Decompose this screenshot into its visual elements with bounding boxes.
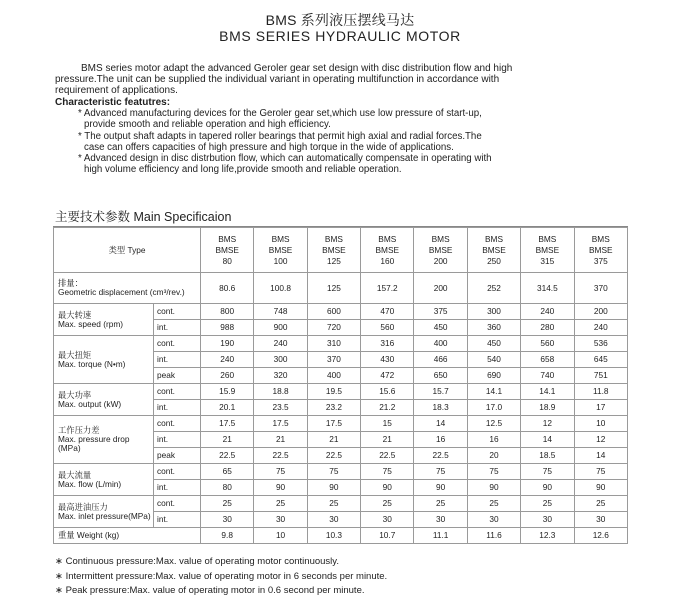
feature-text-continued: high volume efficiency and long life,provide smooth and reliable operation.: [84, 164, 402, 176]
table-cell: 22.5: [254, 448, 307, 464]
table-cell: 80: [201, 480, 254, 496]
table-cell: 90: [307, 480, 360, 496]
table-cell: 20.1: [201, 400, 254, 416]
feature-item: [78, 153, 548, 176]
features-heading: Characteristic featutres:: [55, 97, 171, 108]
table-cell: 740: [521, 368, 574, 384]
table-cell: 17.5: [254, 416, 307, 432]
table-cell: 645: [574, 352, 627, 368]
table-cell: 240: [254, 336, 307, 352]
row-sublabel: cont.: [154, 496, 201, 512]
table-cell: 14.1: [521, 384, 574, 400]
row-label: 最大功率 Max. output (kW): [54, 384, 154, 416]
notes-list: [55, 555, 387, 599]
table-cell: 19.5: [307, 384, 360, 400]
table-cell: 125: [307, 273, 360, 304]
table-cell: 240: [521, 304, 574, 320]
table-cell: 90: [467, 480, 520, 496]
table-cell: 75: [521, 464, 574, 480]
row-sublabel: int.: [154, 512, 201, 528]
table-cell: 400: [414, 336, 467, 352]
table-cell: 21: [254, 432, 307, 448]
table-cell: 30: [307, 512, 360, 528]
table-cell: 300: [467, 304, 520, 320]
table-cell: 30: [201, 512, 254, 528]
table-cell: 11.6: [467, 528, 520, 544]
table-row: [54, 464, 628, 480]
row-sublabel: peak: [154, 368, 201, 384]
table-row: [54, 336, 628, 352]
model-header: BMS BMSE 375: [574, 228, 627, 273]
table-cell: 190: [201, 336, 254, 352]
row-label: 最大转速 Max. speed (rpm): [54, 304, 154, 336]
table-row: [54, 416, 628, 432]
table-cell: 400: [307, 368, 360, 384]
intro-paragraph: BMS series motor adapt the advanced Geroler gear set design with disc distribution flow and high pressure.The unit can be supplied the individual variant in operating multifunction in accordance with requirement of applications.: [55, 63, 513, 96]
row-label: 最高进油压力 Max. inlet pressure(MPa): [54, 496, 154, 528]
table-cell: 472: [361, 368, 414, 384]
table-cell: 18.5: [521, 448, 574, 464]
table-cell: 22.5: [414, 448, 467, 464]
table-cell: 17.5: [307, 416, 360, 432]
row-label: 重量 Weight (kg): [54, 528, 201, 544]
note-item: ∗ Intermittent pressure:Max. value of operating motor in 6 seconds per minute.: [55, 570, 387, 585]
row-sublabel: int.: [154, 400, 201, 416]
feature-item: [78, 131, 548, 154]
table-cell: 800: [201, 304, 254, 320]
table-cell: 23.5: [254, 400, 307, 416]
table-cell: 30: [361, 512, 414, 528]
table-cell: 450: [467, 336, 520, 352]
table-cell: 748: [254, 304, 307, 320]
row-sublabel: cont.: [154, 384, 201, 400]
row-sublabel: cont.: [154, 336, 201, 352]
table-cell: 658: [521, 352, 574, 368]
table-cell: 536: [574, 336, 627, 352]
table-cell: 22.5: [201, 448, 254, 464]
table-cell: 90: [574, 480, 627, 496]
page-title-chinese: BMS 系列液压摆线马达: [265, 12, 415, 28]
row-label: 排量： Geometric displacement (cm³/rev.): [54, 273, 201, 304]
table-cell: 15.6: [361, 384, 414, 400]
row-sublabel: int.: [154, 352, 201, 368]
table-cell: 17.5: [201, 416, 254, 432]
table-cell: 90: [521, 480, 574, 496]
table-cell: 157.2: [361, 273, 414, 304]
model-header: BMS BMSE 315: [521, 228, 574, 273]
spec-table: [53, 227, 628, 544]
table-cell: 16: [414, 432, 467, 448]
table-cell: 25: [201, 496, 254, 512]
table-cell: 75: [307, 464, 360, 480]
table-cell: 690: [467, 368, 520, 384]
table-cell: 15.7: [414, 384, 467, 400]
table-cell: 14: [414, 416, 467, 432]
table-cell: 20: [467, 448, 520, 464]
table-cell: 75: [574, 464, 627, 480]
row-sublabel: cont.: [154, 464, 201, 480]
model-header: BMS BMSE 125: [307, 228, 360, 273]
row-sublabel: cont.: [154, 416, 201, 432]
table-header-row: [54, 228, 628, 273]
table-cell: 23.2: [307, 400, 360, 416]
table-row: [54, 304, 628, 320]
table-cell: 560: [521, 336, 574, 352]
table-cell: 18.8: [254, 384, 307, 400]
table-cell: 12.5: [467, 416, 520, 432]
table-cell: 30: [467, 512, 520, 528]
table-cell: 25: [361, 496, 414, 512]
table-cell: 25: [414, 496, 467, 512]
table-cell: 21: [361, 432, 414, 448]
table-cell: 900: [254, 320, 307, 336]
table-cell: 21: [307, 432, 360, 448]
note-item: ∗ Continuous pressure:Max. value of operating motor continuously.: [55, 555, 387, 570]
feature-text: * Advanced design in disc distrbution flow, which can automatically compensate in operating with: [78, 153, 492, 165]
table-cell: 988: [201, 320, 254, 336]
table-cell: 466: [414, 352, 467, 368]
row-sublabel: cont.: [154, 304, 201, 320]
model-header: BMS BMSE 200: [414, 228, 467, 273]
table-cell: 14: [521, 432, 574, 448]
table-cell: 14.1: [467, 384, 520, 400]
row-label: 最大流量 Max. flow (L/min): [54, 464, 154, 496]
row-label: 最大扭矩 Max. torque (N•m): [54, 336, 154, 384]
model-header: BMS BMSE 100: [254, 228, 307, 273]
table-cell: 280: [521, 320, 574, 336]
table-cell: 200: [414, 273, 467, 304]
table-cell: 25: [574, 496, 627, 512]
table-cell: 316: [361, 336, 414, 352]
row-sublabel: int.: [154, 320, 201, 336]
table-cell: 18.9: [521, 400, 574, 416]
feature-text: * Advanced manufacturing devices for the Geroler gear set,which use low pressure of start-up,: [78, 108, 482, 119]
spec-section-title: 主要技术参数 Main Specificaion: [55, 210, 232, 224]
table-cell: 90: [361, 480, 414, 496]
table-cell: 540: [467, 352, 520, 368]
table-cell: 314.5: [521, 273, 574, 304]
type-header: 类型 Type: [54, 228, 201, 273]
table-cell: 22.5: [361, 448, 414, 464]
table-cell: 17: [574, 400, 627, 416]
table-cell: 30: [414, 512, 467, 528]
table-cell: 720: [307, 320, 360, 336]
feature-item: [78, 108, 548, 131]
table-cell: 450: [414, 320, 467, 336]
table-cell: 560: [361, 320, 414, 336]
table-cell: 30: [574, 512, 627, 528]
table-cell: 21: [201, 432, 254, 448]
table-cell: 200: [574, 304, 627, 320]
note-item: ∗ Peak pressure:Max. value of operating motor in 0.6 second per minute.: [55, 584, 387, 599]
row-label: 工作压力差 Max. pressure drop (MPa): [54, 416, 154, 464]
table-cell: 75: [414, 464, 467, 480]
table-cell: 25: [521, 496, 574, 512]
row-sublabel: int.: [154, 480, 201, 496]
table-cell: 430: [361, 352, 414, 368]
table-cell: 650: [414, 368, 467, 384]
table-cell: 22.5: [307, 448, 360, 464]
table-cell: 100.8: [254, 273, 307, 304]
table-cell: 260: [201, 368, 254, 384]
table-row: [54, 384, 628, 400]
table-cell: 15: [361, 416, 414, 432]
table-cell: 75: [254, 464, 307, 480]
table-cell: 75: [361, 464, 414, 480]
table-cell: 65: [201, 464, 254, 480]
table-cell: 10: [574, 416, 627, 432]
row-sublabel: peak: [154, 448, 201, 464]
model-header: BMS BMSE 160: [361, 228, 414, 273]
table-cell: 80.6: [201, 273, 254, 304]
row-sublabel: int.: [154, 432, 201, 448]
displacement-row: [54, 273, 628, 304]
features-list: [78, 108, 548, 176]
table-cell: 90: [414, 480, 467, 496]
table-cell: 12: [521, 416, 574, 432]
table-cell: 375: [414, 304, 467, 320]
table-cell: 10.3: [307, 528, 360, 544]
table-cell: 10: [254, 528, 307, 544]
table-cell: 18.3: [414, 400, 467, 416]
feature-text: * The output shaft adapts in tapered roller bearings that permit high axial and radial forces.The: [78, 130, 482, 142]
table-cell: 240: [574, 320, 627, 336]
table-cell: 240: [201, 352, 254, 368]
table-cell: 17.0: [467, 400, 520, 416]
table-cell: 751: [574, 368, 627, 384]
table-cell: 90: [254, 480, 307, 496]
table-cell: 9.8: [201, 528, 254, 544]
table-cell: 12.3: [521, 528, 574, 544]
model-header: BMS BMSE 250: [467, 228, 520, 273]
table-cell: 21.2: [361, 400, 414, 416]
table-cell: 10.7: [361, 528, 414, 544]
table-cell: 75: [467, 464, 520, 480]
table-cell: 25: [467, 496, 520, 512]
table-cell: 370: [574, 273, 627, 304]
table-cell: 360: [467, 320, 520, 336]
table-cell: 600: [307, 304, 360, 320]
table-cell: 12: [574, 432, 627, 448]
table-cell: 320: [254, 368, 307, 384]
table-cell: 11.8: [574, 384, 627, 400]
table-cell: 12.6: [574, 528, 627, 544]
table-cell: 30: [521, 512, 574, 528]
table-row: [54, 496, 628, 512]
table-cell: 25: [254, 496, 307, 512]
table-cell: 15.9: [201, 384, 254, 400]
table-cell: 16: [467, 432, 520, 448]
table-cell: 310: [307, 336, 360, 352]
table-cell: 470: [361, 304, 414, 320]
table-cell: 370: [307, 352, 360, 368]
table-cell: 252: [467, 273, 520, 304]
table-cell: 14: [574, 448, 627, 464]
table-cell: 300: [254, 352, 307, 368]
weight-row: [54, 528, 628, 544]
table-cell: 25: [307, 496, 360, 512]
table-cell: 30: [254, 512, 307, 528]
feature-text-continued: case can offers capacities of high pressure and high torque in the wide of applications.: [84, 141, 454, 153]
page-title-english: BMS SERIES HYDRAULIC MOTOR: [219, 28, 461, 44]
feature-text-continued: provide smooth and reliable operation and high efficiency.: [84, 119, 331, 131]
model-header: BMS BMSE 80: [201, 228, 254, 273]
table-cell: 11.1: [414, 528, 467, 544]
